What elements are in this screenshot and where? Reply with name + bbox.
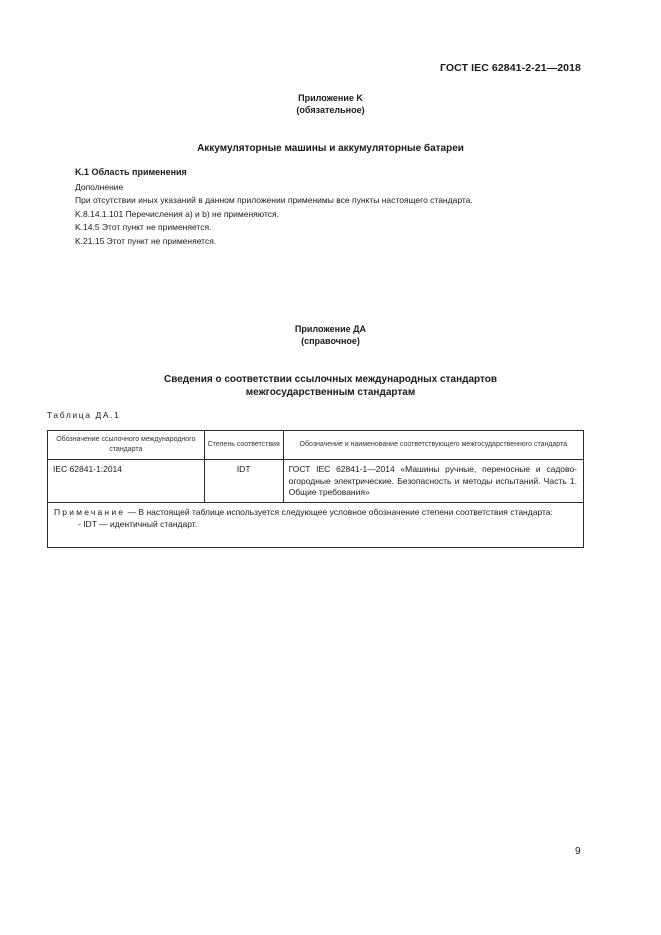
body-line: K.21.15 Этот пункт не применяется. — [75, 235, 217, 246]
note-item: - IDT — идентичный стандарт. — [78, 518, 198, 529]
body-line: При отсутствии иных указаний в данном приложении применимы все пункты настоящего стандарта. — [75, 195, 473, 206]
table-note — [48, 503, 584, 548]
annex-k-title: Приложение K — [298, 93, 363, 103]
page-number: 9 — [575, 846, 581, 857]
annex-da-heading — [0, 373, 661, 399]
table-note-row — [48, 503, 584, 548]
note-body: — В настоящей таблице используется следующее условное обозначение степени соответствия стандарта: — [125, 507, 553, 517]
annex-k-title-block — [0, 92, 661, 116]
cell-reference-standard: IEC 62841-1:2014 — [48, 460, 205, 503]
annex-da-heading-line2: межгосударственным стандартам — [245, 387, 416, 398]
table-row — [48, 460, 584, 503]
body-line: K.8.14.1.101 Перечисления a) и b) не применяются. — [75, 208, 279, 219]
body-line: Дополнение — [75, 182, 124, 192]
annex-da-title-block — [0, 323, 661, 347]
annex-da-title: Приложение ДА — [294, 324, 367, 334]
annex-k-body — [75, 181, 473, 248]
document-standard-header: ГОСТ IEC 62841-2-21—2018 — [439, 62, 581, 74]
cell-national-standard: ГОСТ IEC 62841-1—2014 «Машины ручные, переносные и садово-огородные электрические. Безопасность и методы испытаний. Часть 1. Общие требования» — [283, 460, 583, 503]
annex-da-heading-line1: Сведения о соответствии ссылочных международных стандартов — [163, 374, 498, 385]
note-text — [54, 507, 577, 519]
annex-da-status: (справочное) — [301, 336, 360, 346]
table-header-row — [48, 431, 584, 460]
table-label: Таблица ДА.1 — [47, 410, 121, 420]
note-label: Примечание — [54, 507, 126, 517]
body-line: K.14.5 Этот пункт не применяется. — [75, 222, 212, 233]
header-degree-of-correspondence: Степень соответствия — [204, 431, 283, 460]
correspondence-table — [47, 430, 584, 548]
annex-k-heading: Аккумуляторные машины и аккумуляторные батареи — [197, 143, 464, 154]
clause-k1-heading: K.1 Область применения — [75, 167, 187, 177]
annex-k-status: (обязательное) — [296, 105, 365, 115]
header-international-standard: Обозначение ссылочного международного стандарта — [48, 431, 205, 460]
header-interstate-standard: Обозначение и наименование соответствующего межгосударственного стандарта — [283, 431, 583, 460]
cell-degree: IDT — [204, 460, 283, 503]
